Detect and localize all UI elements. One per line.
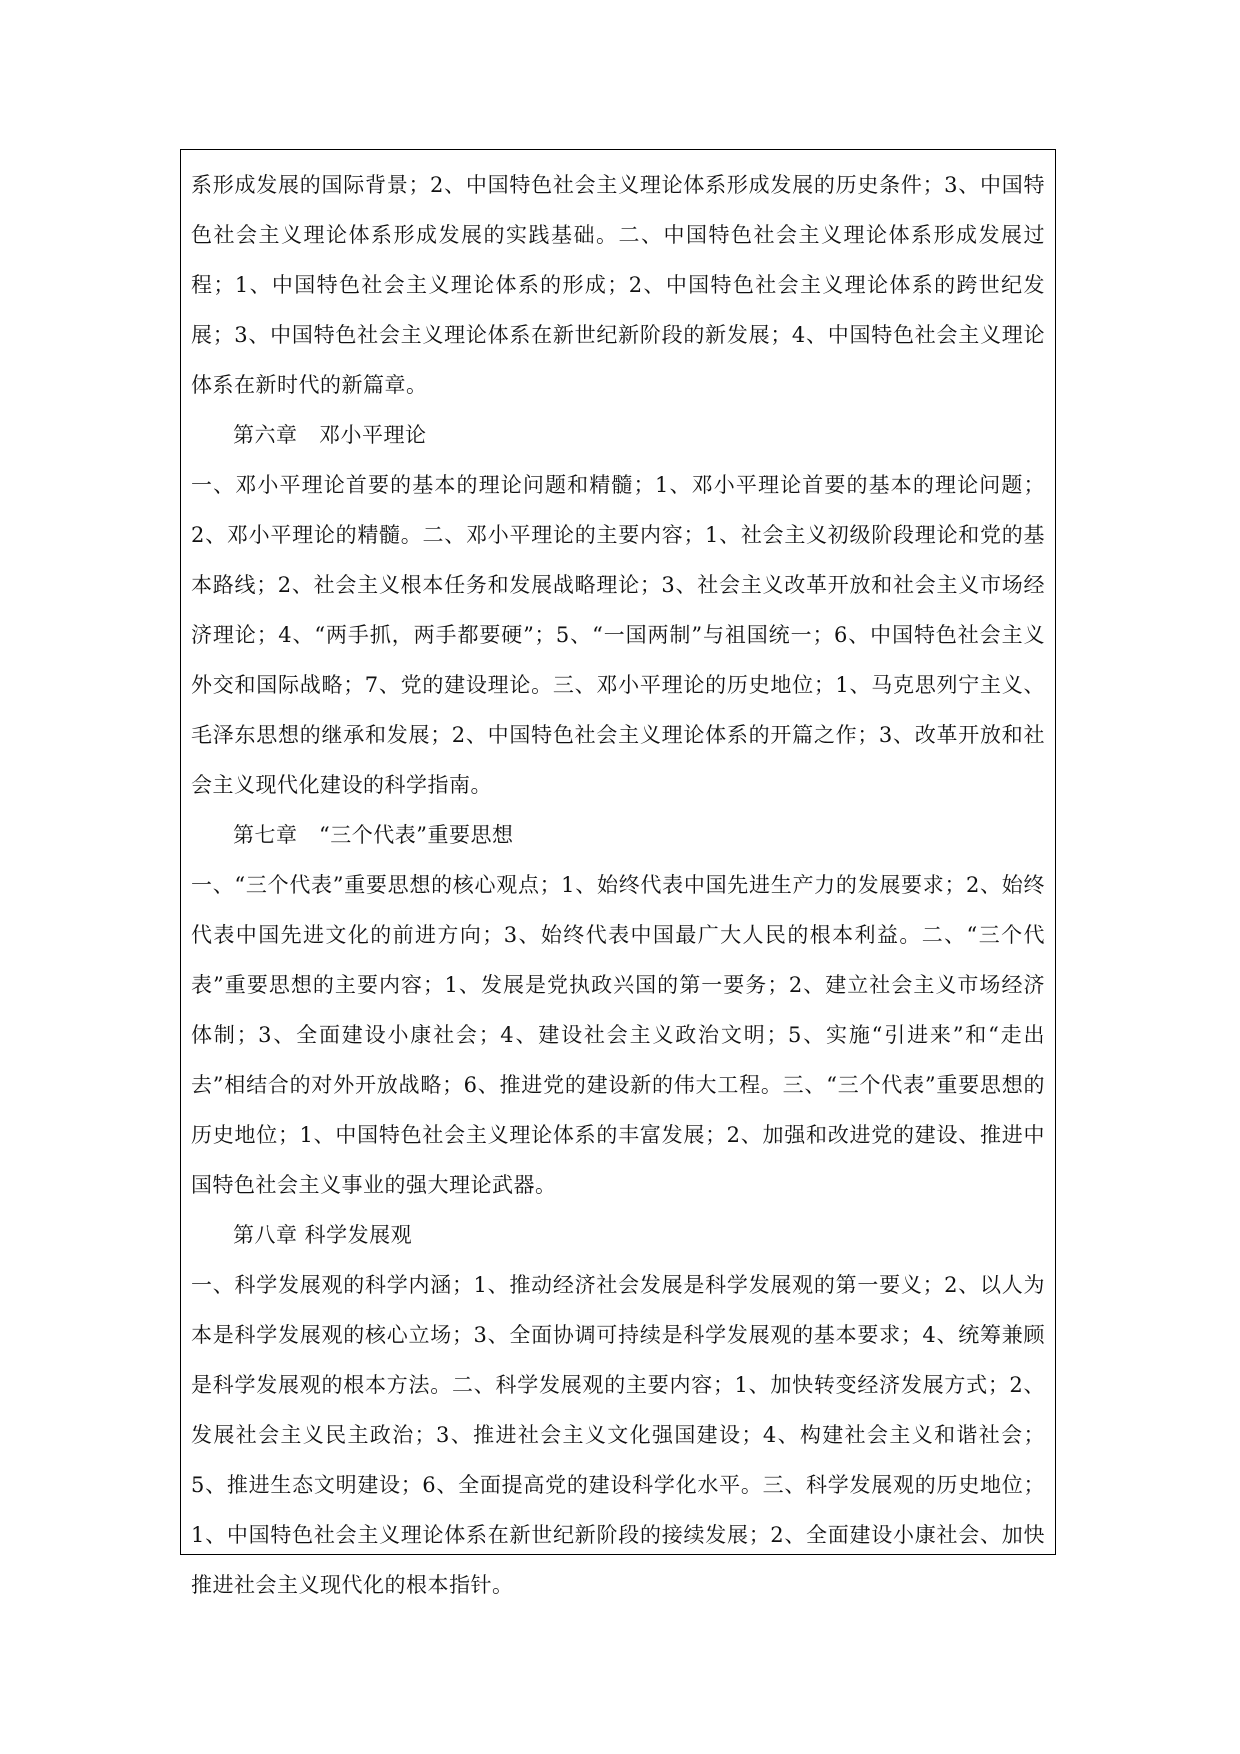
paragraph-chapter-six: 一、邓小平理论首要的基本的理论问题和精髓；1、邓小平理论首要的基本的理论问题；2、邓小平理论的精髓。二、邓小平理论的主要内容；1、社会主义初级阶段理论和党的基本路线；2、社会主义根本任务和发展战略理论；3、社会主义改革开放和社会主义市场经济理论；4、“两手抓，两手都要硬”；5、“一国两制”与祖国统一；6、中国特色社会主义外交和国际战略；7、党的建设理论。三、邓小平理论的历史地位；1、马克思列宁主义、毛泽东思想的继承和发展；2、中国特色社会主义理论体系的开篇之作；3、改革开放和社会主义现代化建设的科学指南。 <box>191 473 1045 797</box>
paragraph-chapter-seven: 一、“三个代表”重要思想的核心观点；1、始终代表中国先进生产力的发展要求；2、始终代表中国先进文化的前进方向；3、始终代表中国最广大人民的根本利益。二、“三个代表”重要思想的主要内容；1、发展是党执政兴国的第一要务；2、建立社会主义市场经济体制；3、全面建设小康社会；4、建设社会主义政治文明；5、实施“引进来”和“走出去”相结合的对外开放战略；6、推进党的建设新的伟大工程。三、“三个代表”重要思想的历史地位；1、中国特色社会主义理论体系的丰富发展；2、加强和改进党的建设、推进中国特色社会主义事业的强大理论武器。 <box>191 873 1045 1197</box>
chapter-seven-heading: 第七章 “三个代表”重要思想 <box>233 823 514 847</box>
syllabus-table-cell <box>180 149 1056 1597</box>
chapter-eight-heading: 第八章 科学发展观 <box>233 1223 413 1247</box>
chapter-six-heading: 第六章 邓小平理论 <box>233 423 427 447</box>
paragraph-chapter-eight: 一、科学发展观的科学内涵；1、推动经济社会发展是科学发展观的第一要义；2、以人为本是科学发展观的核心立场；3、全面协调可持续是科学发展观的基本要求；4、统筹兼顾是科学发展观的根本方法。二、科学发展观的主要内容；1、加快转变经济发展方式；2、发展社会主义民主政治；3、推进社会主义文化强国建设；4、构建社会主义和谐社会；5、推进生态文明建设；6、全面提高党的建设科学化水平。三、科学发展观的历史地位；1、中国特色社会主义理论体系在新世纪新阶段的接续发展；2、全面建设小康社会、加快推进社会主义现代化的根本指针。 <box>191 1273 1045 1597</box>
paragraph-chapter-five-continued: 系形成发展的国际背景；2、中国特色社会主义理论体系形成发展的历史条件；3、中国特色社会主义理论体系形成发展的实践基础。二、中国特色社会主义理论体系形成发展过程；1、中国特色社会主义理论体系的形成；2、中国特色社会主义理论体系的跨世纪发展；3、中国特色社会主义理论体系在新世纪新阶段的新发展；4、中国特色社会主义理论体系在新时代的新篇章。 <box>191 173 1045 397</box>
